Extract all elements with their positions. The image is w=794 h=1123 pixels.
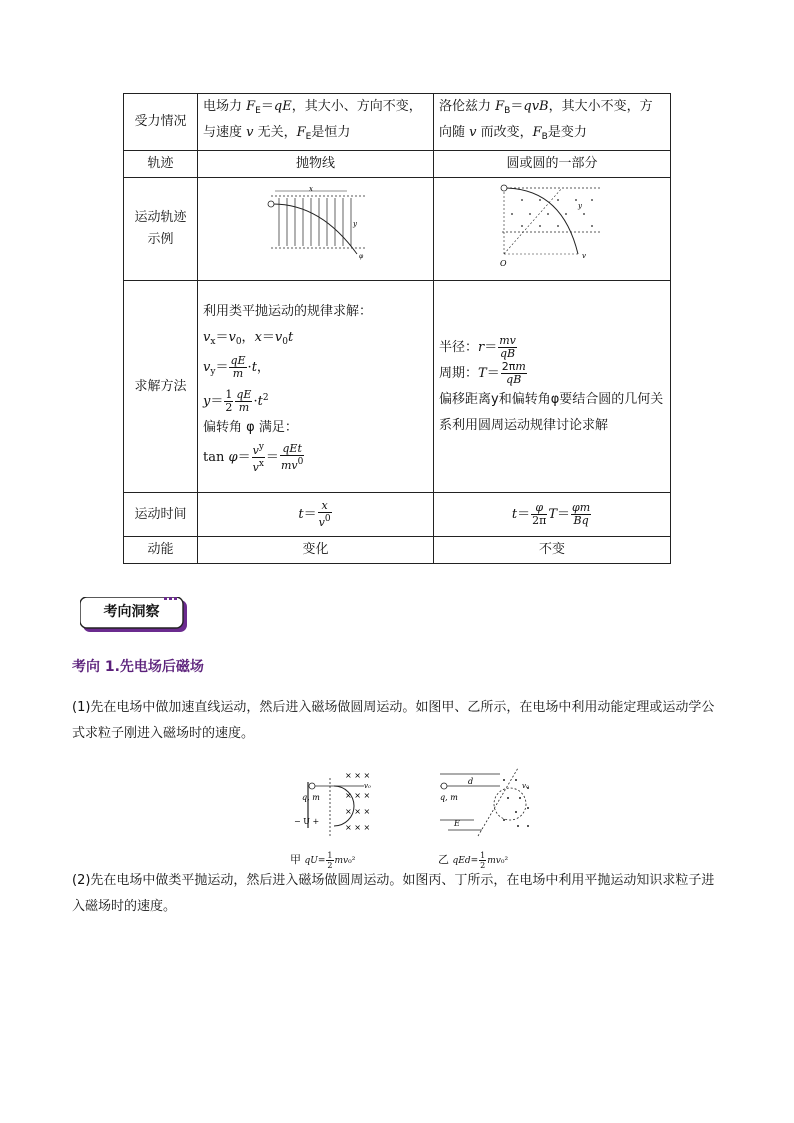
row-label-example: 运动轨迹 示例 (124, 178, 198, 281)
svg-text:× × ×: × × × (345, 791, 371, 800)
row-label-trajectory: 轨迹 (124, 151, 198, 178)
svg-text:q, m: q, m (302, 793, 320, 802)
badge-label: 考向洞察 (103, 604, 160, 620)
formula-tan: tan φ＝ $\frac{v^y}{v^x}$ ＝ $\frac{\text{qEt}}{mv^0}$ (203, 442, 304, 474)
row-label-method: 求解方法 (124, 281, 198, 493)
svg-text:v₀: v₀ (522, 782, 529, 790)
row-label-energy: 动能 (124, 537, 198, 564)
formula-vx: $v_x=v_0$，$x=v_0t$ (203, 330, 294, 347)
formula-radius: 半径：r＝ $\frac{mv}{qB}$ (439, 333, 516, 360)
force-electric: 电场力 $F_E=qE$，其大小、方向不变，与速度 v 无关，$F_E$是恒力 (198, 94, 434, 151)
comparison-table (123, 93, 671, 564)
trajectory-electric: 抛物线 (198, 151, 434, 178)
trajectory-magnetic: 圆或圆的一部分 (434, 151, 671, 178)
method-electric-deflect: 偏转角 φ 满足： (203, 420, 298, 435)
energy-electric: 变化 (198, 537, 434, 564)
figure-yi (438, 768, 538, 870)
svg-text:q, m: q, m (440, 793, 458, 802)
svg-text:× × ×: × × × (345, 807, 371, 816)
figure-jia (290, 768, 390, 870)
figure-yi-caption: 乙 qEd= $\frac{1}{2}$ mv₀² (438, 851, 509, 870)
accel-field-diagram (290, 768, 390, 843)
energy-magnetic: 不变 (434, 537, 671, 564)
svg-text:y: y (578, 202, 582, 210)
svg-text:v: v (582, 252, 586, 260)
section-badge (80, 597, 188, 633)
force-magnetic: 洛伦兹力 $F_B=qvB$，其大小不变，方向随 v 而改变，$F_B$是变力 (434, 94, 671, 151)
svg-text:E: E (454, 819, 460, 828)
method-magnetic (434, 281, 671, 493)
formula-vy: $v_y=$ $\frac{qE}{m}$ ·t， (203, 354, 270, 380)
paragraph-2: (2)先在电场中做类平抛运动，然后进入磁场做圆周运动。如图丙、丁所示，在电场中利用平抛运动知识求粒子进入磁场时的速度。 (72, 873, 715, 914)
paragraph-1: (1)先在电场中做加速直线运动，然后进入磁场做圆周运动。如图甲、乙所示，在电场中利用动能定理或运动学公式求粒子刚进入磁场时的速度。 (72, 700, 715, 741)
section-heading: 考向 1.先电场后磁场 (72, 659, 204, 675)
example-magnetic-figure (434, 178, 671, 281)
svg-text:O: O (500, 259, 507, 268)
svg-text:× × ×: × × × (345, 771, 371, 780)
deflect-field-diagram (438, 768, 538, 843)
svg-text:v₀: v₀ (364, 782, 371, 790)
circular-arc-diagram (492, 180, 612, 270)
method-electric-intro: 利用类平抛运动的规律求解： (203, 304, 373, 319)
method-magnetic-note: 偏移距离y和偏转角φ要结合圆的几何关系利用圆周运动规律讨论求解 (439, 391, 664, 433)
svg-text:× × ×: × × × (345, 823, 371, 832)
figure-jia-caption: 甲 qU= $\frac{1}{2}$ mv₀² (290, 851, 356, 870)
time-magnetic: t＝ $\frac{\varphi}{2\pi}$ T＝ $\frac{\varphi m}{Bq}$ (434, 493, 671, 537)
example-electric-figure (198, 178, 434, 281)
svg-text:φ: φ (358, 253, 363, 260)
parabola-diagram (261, 186, 371, 264)
formula-period: 周期：T＝ $\frac{2\pi m}{qB}$ (439, 359, 526, 386)
formula-y: y＝ $\frac{1}{2}$ $\frac{qE}{m}$ $\cdot t^2$ (203, 388, 269, 414)
method-electric (198, 281, 434, 493)
row-label-force: 受力情况 (124, 94, 198, 151)
svg-text:x: x (308, 186, 313, 193)
svg-text:d: d (468, 777, 474, 786)
svg-text:− U +: − U + (294, 817, 320, 826)
time-electric: t＝ $\frac{x}{v^0}$ (198, 493, 434, 537)
row-label-time: 运动时间 (124, 493, 198, 537)
svg-text:y: y (352, 220, 357, 228)
